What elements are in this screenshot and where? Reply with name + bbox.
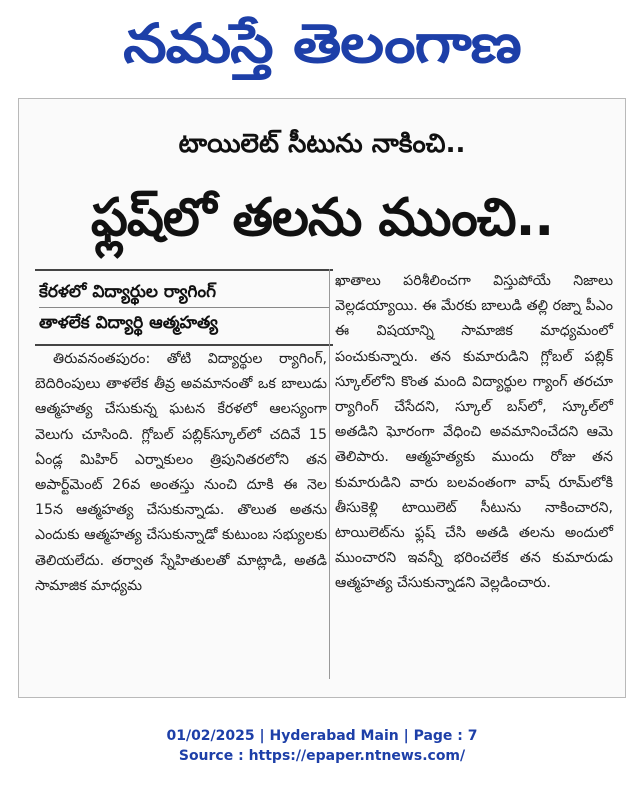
source-footer — [0, 726, 644, 766]
body-text-left: తిరువనంతపురం: తోటి విద్యార్థుల ర్యాగింగ్, బెదిరింపులు తాళలేక తీవ్ర అవమానంతో ఒక బాలుడు ఆత్మహత్య చేసుకున్న ఘటన కేరళలో ఆలస్యంగా వెలుగు చూసింది. గ్లోబల్ పబ్లిక్‌స్కూల్‌లో చదివే 15 ఏండ్ల మిహిర్ ఎర్నాకులం త్రిపునితరలోని తన అపార్ట్‌మెంట్ 26వ అంతస్తు నుంచి దూకి ఈ నెల 15న ఆత్మహత్య చేసుకున్నాడు. తొలుత అతను ఎందుకు ఆత్మహత్య చేసుకున్నాడో కుటుంబ సభ్యులకు తెలియలేదు. తర్వాత స్నేహితులతో మాట్లాడి, అతడి సామాజిక మాధ్యమ — [35, 351, 327, 594]
subhead-line-2: తాళలేక విద్యార్థి ఆత్మహత్య — [39, 307, 329, 338]
body-text-right: ఖాతాలు పరిశీలించగా విస్తుపోయే నిజాలు వెల్లడయ్యాయి. ఈ మేరకు బాలుడి తల్లి రజ్నా పీఎం ఈ విషయాన్ని సామాజిక మాధ్యమంలో పంచుకున్నారు. తన కుమారుడిని గ్లోబల్ పబ్లిక్ స్కూల్‌లోని కొంత మంది విద్యార్థుల గ్యాంగ్ తరచూ ర్యాగింగ్ చేసేదని, స్కూల్ బస్‌లో, స్కూల్‌లో అతడిని ఘోరంగా వేధించి అవమానించేదని ఆమె తెలిపారు. ఆత్మహత్యకు ముందు రోజు తన కుమారుడిని వారు బలవంతంగా వాష్ రూమ్‌లోకి తీసుకెళ్లి టాయిలెట్ సీటును నాకించారని, టాయిలెట్‌ను ఫ్లష్ చేసి అతడి తలను అందులో ముంచారని ఇవన్నీ భరించలేక తన కుమారుడు ఆత్మహత్య చేసుకున్నాడని వెల్లడించారు. — [335, 273, 613, 592]
article-headline: ఫ్లష్‌లో తలను ముంచి.. — [90, 188, 554, 248]
subhead-line-1: కేరళలో విద్యార్థుల ర్యాగింగ్ — [39, 282, 216, 302]
masthead-logo-text: నమస్తే తెలంగాణ — [123, 12, 521, 75]
article-kicker: టాయిలెట్ సీటును నాకించి.. — [178, 129, 466, 159]
footer-source-link[interactable]: Source : https://epaper.ntnews.com/ — [178, 748, 466, 764]
masthead — [0, 8, 644, 80]
article-column-left — [35, 347, 327, 599]
footer-dateline: 01/02/2025 | Hyderabad Main | Page : 7 — [166, 728, 478, 744]
column-divider — [329, 269, 330, 679]
article-clipping — [18, 98, 626, 698]
article-column-right — [335, 269, 613, 597]
subhead-box — [35, 269, 333, 346]
